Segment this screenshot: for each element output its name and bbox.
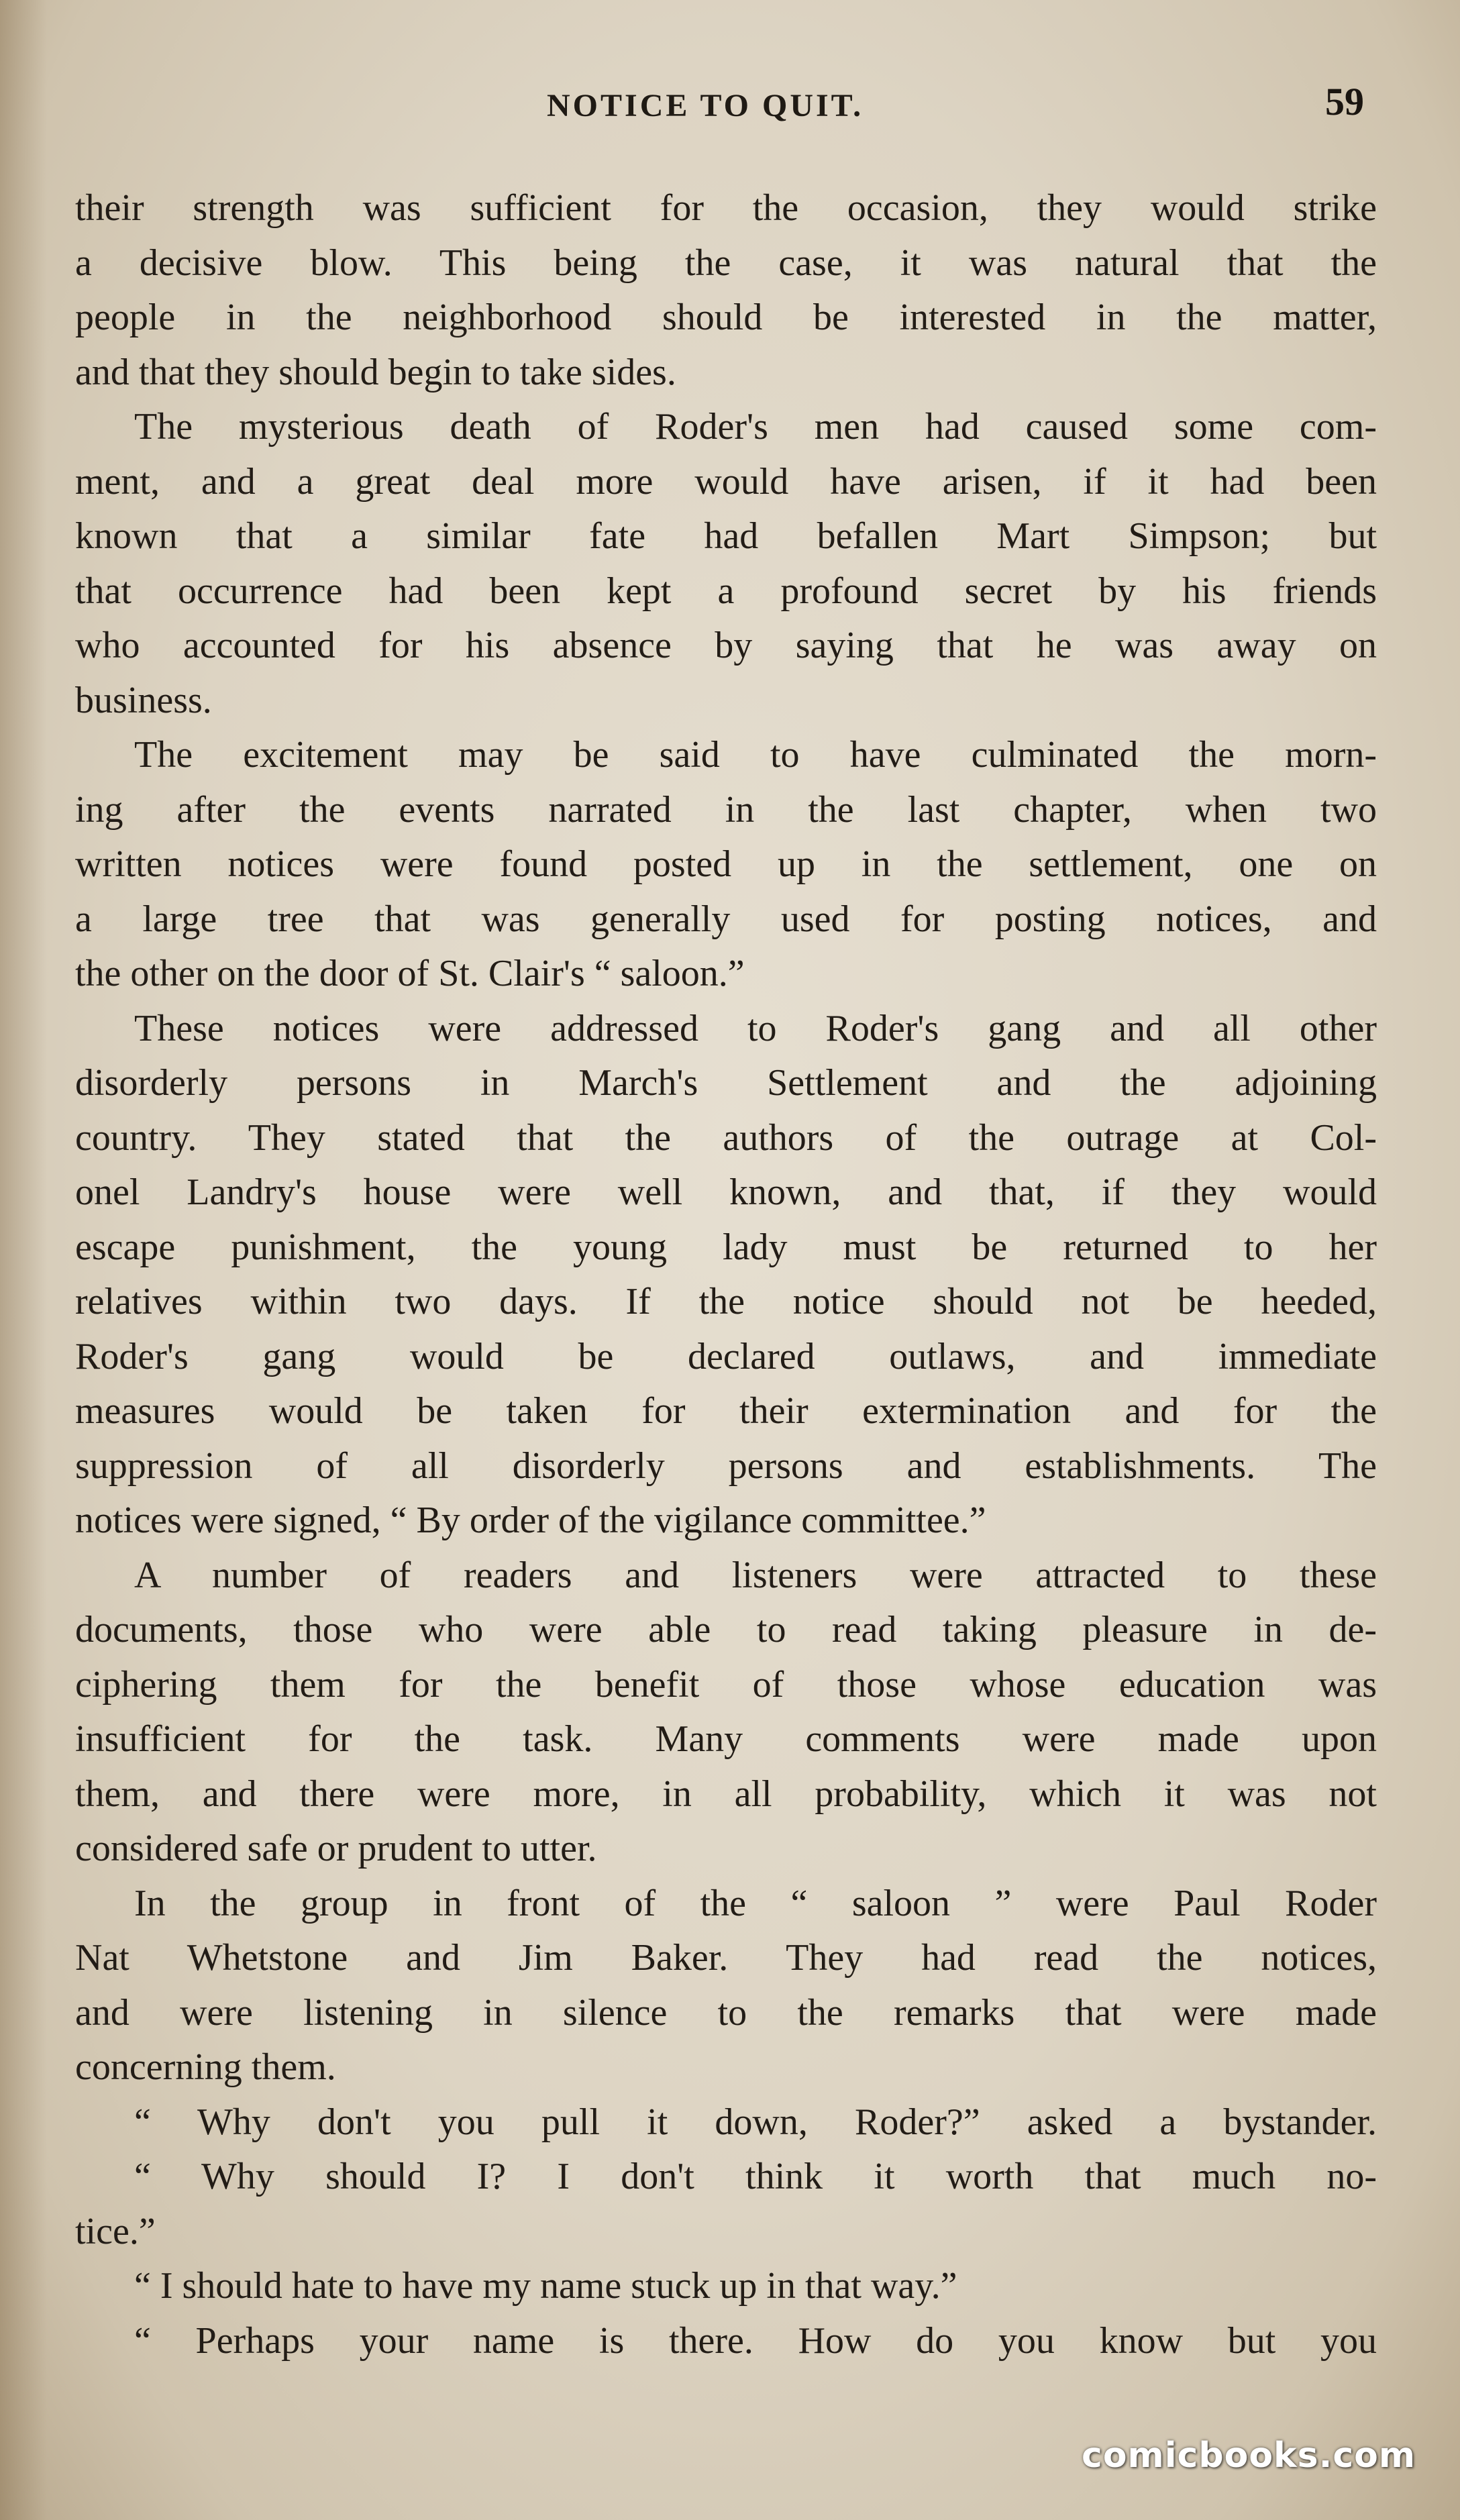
text-line: their strength was sufficient for the occasion, they would strike bbox=[75, 187, 1377, 229]
text-line: onel Landry's house were well known, and that, if they would bbox=[75, 1171, 1377, 1213]
text-line: ing after the events narrated in the last chapter, when two bbox=[75, 788, 1377, 831]
text-line: that occurrence had been kept a profound secret by his friends bbox=[75, 570, 1377, 612]
body-text bbox=[75, 181, 1377, 2368]
text-line: relatives within two days. If the notice should not be heeded, bbox=[75, 1281, 1377, 1322]
text-line: tice.” bbox=[75, 2210, 156, 2252]
text-line: “ I should hate to have my name stuck up in that way.” bbox=[134, 2265, 957, 2307]
text-line: and were listening in silence to the remarks that were made bbox=[75, 1991, 1377, 2034]
site-watermark: comicbooks.com bbox=[1082, 2435, 1416, 2476]
text-line: country. They stated that the authors of the outrage at Col- bbox=[75, 1116, 1377, 1159]
text-line: notices were signed, “ By order of the vigilance committee.” bbox=[75, 1500, 986, 1541]
text-line: “ Why should I? I don't think it worth that much no- bbox=[134, 2156, 1377, 2197]
text-line: the other on the door of St. Clair's “ saloon.” bbox=[75, 953, 745, 994]
text-line: them, and there were more, in all probability, which it was not bbox=[75, 1773, 1377, 1815]
text-line: insufficient for the task. Many comments were made upon bbox=[75, 1718, 1377, 1760]
text-line: a decisive blow. This being the case, it was natural that the bbox=[75, 242, 1377, 284]
text-line: a large tree that was generally used for posting notices, and bbox=[75, 898, 1377, 940]
running-head bbox=[0, 79, 1460, 133]
text-line: Nat Whetstone and Jim Baker. They had read the notices, bbox=[75, 1937, 1377, 1979]
text-line: suppression of all disorderly persons and establishments. The bbox=[75, 1445, 1377, 1487]
text-line: Roder's gang would be declared outlaws, and immediate bbox=[75, 1335, 1377, 1377]
text-line: business. bbox=[75, 679, 212, 721]
text-line: “ Why don't you pull it down, Roder?” asked a bystander. bbox=[134, 2101, 1377, 2143]
text-line: concerning them. bbox=[75, 2046, 336, 2088]
text-line: The excitement may be said to have culminated the morn- bbox=[134, 734, 1377, 776]
text-line: and that they should begin to take sides. bbox=[75, 351, 676, 393]
text-line: ciphering them for the benefit of those whose education was bbox=[75, 1663, 1377, 1705]
text-line: documents, those who were able to read taking pleasure in de- bbox=[75, 1609, 1377, 1650]
text-line: who accounted for his absence by saying that he was away on bbox=[75, 625, 1377, 666]
page-number: 59 bbox=[1325, 80, 1364, 123]
text-line: ment, and a great deal more would have arisen, if it had been bbox=[75, 460, 1377, 503]
text-line: The mysterious death of Roder's men had caused some com- bbox=[134, 406, 1377, 448]
text-line: escape punishment, the young lady must be returned to her bbox=[75, 1226, 1377, 1268]
text-line: These notices were addressed to Roder's gang and all other bbox=[134, 1007, 1377, 1049]
chapter-running-title: NOTICE TO QUIT. bbox=[547, 88, 864, 123]
text-line: known that a similar fate had befallen Mart Simpson; but bbox=[75, 515, 1377, 557]
text-line: people in the neighborhood should be interested in the matter, bbox=[75, 297, 1377, 338]
text-line: disorderly persons in March's Settlement and the adjoining bbox=[75, 1062, 1377, 1104]
text-line: considered safe or prudent to utter. bbox=[75, 1828, 597, 1869]
text-line: “ Perhaps your name is there. How do you know but you bbox=[134, 2319, 1377, 2362]
text-line: A number of readers and listeners were attracted to these bbox=[134, 1554, 1377, 1596]
text-line: In the group in front of the “ saloon ” were Paul Roder bbox=[134, 1882, 1377, 1924]
text-line: written notices were found posted up in the settlement, one on bbox=[75, 843, 1377, 885]
text-line: measures would be taken for their extermination and for the bbox=[75, 1390, 1377, 1432]
